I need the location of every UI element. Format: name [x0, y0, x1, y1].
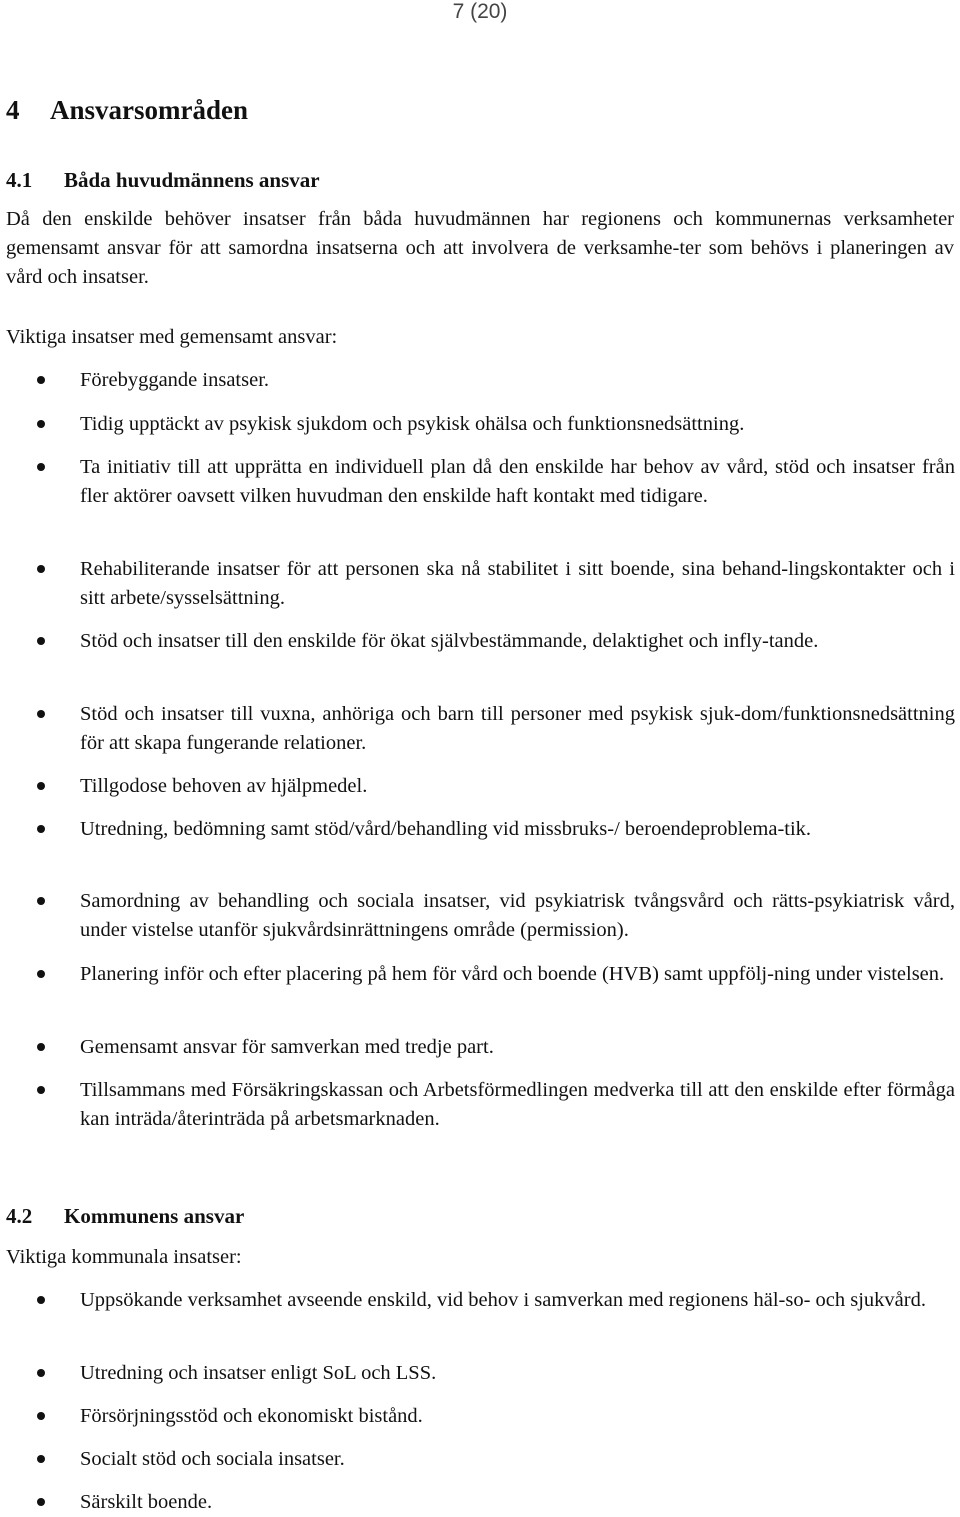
- section-4-number: 4: [6, 95, 20, 125]
- bullet-icon: [37, 782, 45, 790]
- bullet-icon: [37, 376, 45, 384]
- bullet-icon: [37, 1498, 45, 1506]
- page-number: 7 (20): [452, 0, 508, 23]
- section-4-1-number: 4.1: [6, 168, 33, 192]
- bullet-icon: [37, 565, 45, 573]
- bullet-icon: [37, 897, 45, 905]
- section-4-1-intro: Då den enskilde behöver insatser från båda huvudmännen har regionens och kommunernas verksamheter gemensamt ansvar för att samordna insatserna och att involvera de verksamhe-ter som behövs i planeringen av vård och insatser.: [6, 208, 954, 288]
- section-4-heading: [6, 94, 248, 126]
- bullet-icon: [37, 1086, 45, 1094]
- bullet-icon: [37, 1369, 45, 1377]
- bullet-icon: [37, 463, 45, 471]
- section-4-1-heading: [6, 167, 320, 193]
- section-4-2-heading: [6, 1203, 244, 1229]
- section-4-title: Ansvarsområden: [50, 95, 249, 125]
- section-4-2-list-lead: Viktiga kommunala insatser:: [6, 1246, 242, 1268]
- section-4-1-list-lead: Viktiga insatser med gemensamt ansvar:: [6, 326, 338, 348]
- bullet-icon: [37, 420, 45, 428]
- bullet-icon: [37, 970, 45, 978]
- bullet-icon: [37, 1296, 45, 1304]
- section-4-2-number: 4.2: [6, 1204, 33, 1228]
- bullet-icon: [37, 1043, 45, 1051]
- bullet-icon: [37, 1455, 45, 1463]
- bullet-icon: [37, 825, 45, 833]
- section-4-2-title: Kommunens ansvar: [64, 1204, 245, 1228]
- bullet-icon: [37, 710, 45, 718]
- section-4-1-title: Båda huvudmännens ansvar: [64, 168, 320, 192]
- bullet-icon: [37, 637, 45, 645]
- bullet-icon: [37, 1412, 45, 1420]
